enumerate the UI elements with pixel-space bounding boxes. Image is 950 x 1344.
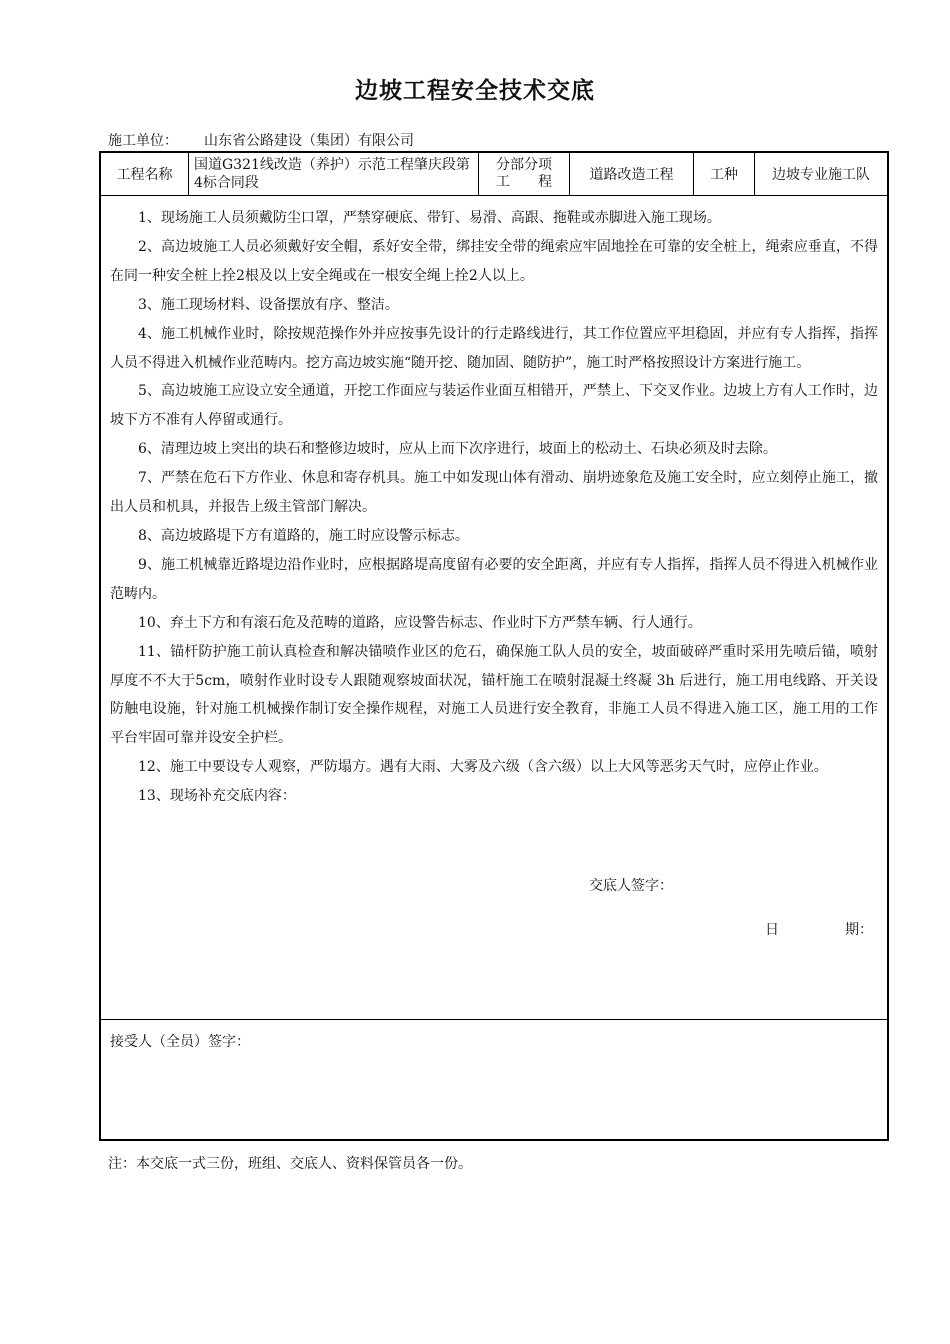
list-item: 5、高边坡施工应设立安全通道，开挖工作面应与装运作业面互相错开，严禁上、下交叉作业。边坡上方有人工作时，边坡下方不准有人停留或通行。 [110,383,878,429]
unit-label: 施工单位： [108,133,178,149]
list-item: 8、高边坡路堤下方有道路的，施工时应设警示标志。 [138,527,469,544]
trade-label: 工种 [694,153,755,195]
footnote: 注：本交底一式三份，班组、交底人、资料保管员各一份。 [108,1156,472,1172]
project-name-label: 工程名称 [101,153,189,195]
date-label [765,919,873,939]
list-item: 2、高边坡施工人员必须戴好安全帽，系好安全带，绑挂安全带的绳索应牢固地拴在可靠的安全桩上，绳索应垂直，不得在同一种安全桩上拴2根及以上安全绳或在一根安全绳上拴2人以上。 [110,238,878,284]
list-item: 12、施工中要设专人观察，严防塌方。遇有大雨、大雾及六级（含六级）以上大风等恶劣天气时，应停止作业。 [138,759,828,776]
receiver-signature-area [101,1019,887,1140]
list-item: 13、现场补充交底内容： [138,788,296,805]
list-item: 10、弃土下方和有滚石危及范畴的道路，应设警告标志、作业时下方严禁车辆、行人通行。 [138,614,702,631]
list-item: 3、施工现场材料、设备摆放有序、整洁。 [138,296,399,313]
subproject-value: 道路改造工程 [570,153,694,195]
date-label-part2: 期： [845,922,873,938]
list-item: 9、施工机械靠近路堤边沿作业时，应根据路堤高度留有必要的安全距离，并应有专人指挥，指挥人员不得进入机械作业范畴内。 [110,556,878,602]
list-item: 4、施工机械作业时，除按规范操作外并应按事先设计的行走路线进行，其工作位置应平坦稳固，并应有专人指挥，指挥人员不得进入机械作业范畴内。挖方高边坡实施“随开挖、随加固、随防护”，施工时严格按照设计方案进行施工。 [110,325,878,371]
header-row [101,153,887,196]
disclosure-form [99,151,889,1141]
subproject-label-line1: 分部分项 [496,157,552,173]
construction-unit [108,130,414,150]
list-item: 11、锚杆防护施工前认真检查和解决锚喷作业区的危石，确保施工队人员的安全，坡面破碎严重时采用先喷后锚，喷射厚度不不大于5cm，喷射作业时设专人跟随观察坡面状况，锚杆施工在喷射混凝土终凝 3h 后进行，施工用电线路、开关设防触电设施，针对施工机械操作制订安全操作规程，对施工人员进行安全教育，非施工人员不得进入施工区，施工用的工作平台牢固可靠并设安全护栏。 [110,643,878,747]
date-label-part1: 日 [765,922,779,938]
receiver-signature-label: 接受人（全员）签字： [110,1034,250,1050]
project-name-value: 国道G321线改造（养护）示范工程肇庆段第4标合同段 [189,153,479,195]
trade-value: 边坡专业施工队 [772,167,870,183]
page-title: 边坡工程安全技术交底 [355,78,595,104]
list-item: 6、清理边坡上突出的块石和整修边坡时，应从上而下次序进行，坡面上的松动土、石块必须及时去除。 [138,441,777,458]
subproject-label [479,153,570,195]
disclosure-content [110,204,878,811]
unit-value: 山东省公路建设（集团）有限公司 [204,133,414,149]
discloser-signature-label: 交底人签字： [589,878,673,894]
list-item: 7、严禁在危石下方作业、休息和寄存机具。施工中如发现山体有滑动、崩坍迹象危及施工安全时，应立刻停止施工，撤出人员和机具，并报告上级主管部门解决。 [110,470,878,516]
list-item: 1、现场施工人员须戴防尘口罩，严禁穿硬底、带钉、易滑、高跟、拖鞋或赤脚进入施工现场。 [138,210,721,226]
subproject-label-line2: 工 程 [496,174,552,190]
